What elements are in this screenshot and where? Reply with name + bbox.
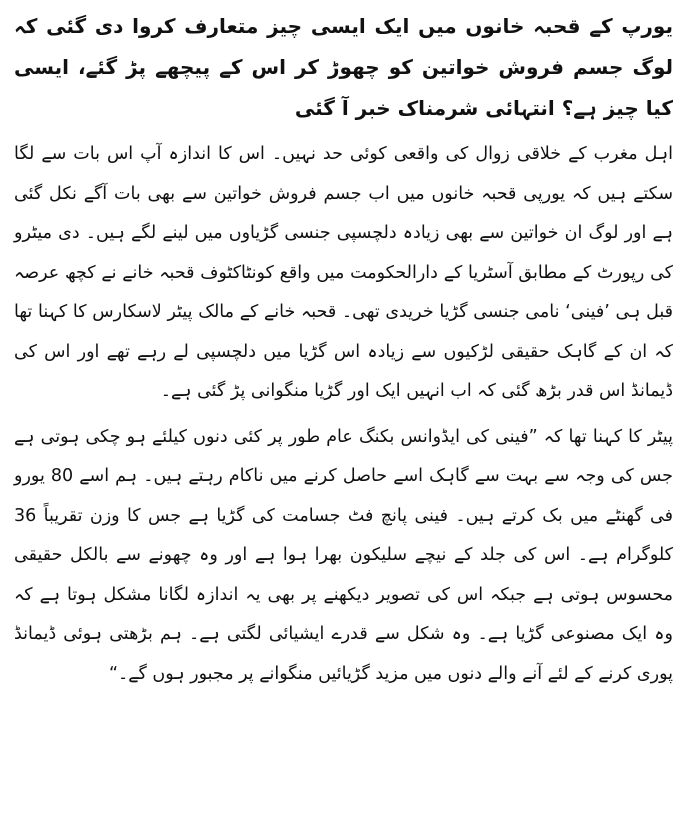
article-paragraph: پیٹر کا کہنا تھا کہ ”فینی کی ایڈوانس بکنگ عام طور پر کئی دنوں کیلئے ہو چکی ہوتی ہے جس کی وجہ سے بہت سے گاہک اسے حاصل کرنے میں ناکام رہتے ہیں۔ ہم اسے 80 یورو فی گھنٹے میں بک کرتے ہیں۔ فینی پانچ فٹ جسامت کی گڑیا ہے جس کا وزن تقریباً 36 کلوگرام ہے۔ اس کی جلد کے نیچے سلیکون بھرا ہوا ہے اور وہ چھونے سے بالکل حقیقی محسوس ہوتی ہے جبکہ اس کی تصویر دیکھنے پر بھی یہ اندازہ لگانا مشکل ہوتا ہے کہ وہ ایک مصنوعی گڑیا ہے۔ وہ شکل سے قدرے ایشیائی لگتی ہے۔ ہم بڑھتی ہوئی ڈیمانڈ پوری کرنے کے لئے آنے والے دنوں میں مزید گڑیائیں منگوانے پر مجبور ہوں گے۔“	[14, 426, 673, 684]
article-paragraph: اہل مغرب کے خلاقی زوال کی واقعی کوئی حد نہیں۔ اس کا اندازہ آپ اس بات سے لگا سکتے ہیں کہ یورپی قحبہ خانوں میں اب جسم فروش خواتین سے بھی بات آگے نکل گئی ہے اور لوگ ان خواتین سے بھی زیادہ دلچسپی جنسی گڑیاوں میں لینے لگے ہیں۔ دی میٹرو کی رپورٹ کے مطابق آسٹریا کے دارالحکومت میں واقع کونٹاکٹوف قحبہ خانے نے کچھ عرصہ قبل ہی ’فینی‘ نامی جنسی گڑیا خریدی تھی۔ قحبہ خانے کے مالک پیٹر لاسکارس کا کہنا تھا کہ ان کے گاہک حقیقی لڑکیوں سے زیادہ اس گڑیا میں دلچسپی لے رہے تھے اور اس کی ڈیمانڈ اس قدر بڑھ گئی کہ اب انہیں ایک اور گڑیا منگوانی پڑ گئی ہے۔	[14, 144, 673, 401]
article-headline: یورپ کے قحبہ خانوں میں ایک ایسی چیز متعارف کروا دی گئی کہ لوگ جسم فروش خواتین کو چھوڑ کر اس کے پیچھے پڑ گئے، ایسی کیا چیز ہے؟ انتہائی شرمناک خبر آ گئی	[14, 14, 673, 120]
